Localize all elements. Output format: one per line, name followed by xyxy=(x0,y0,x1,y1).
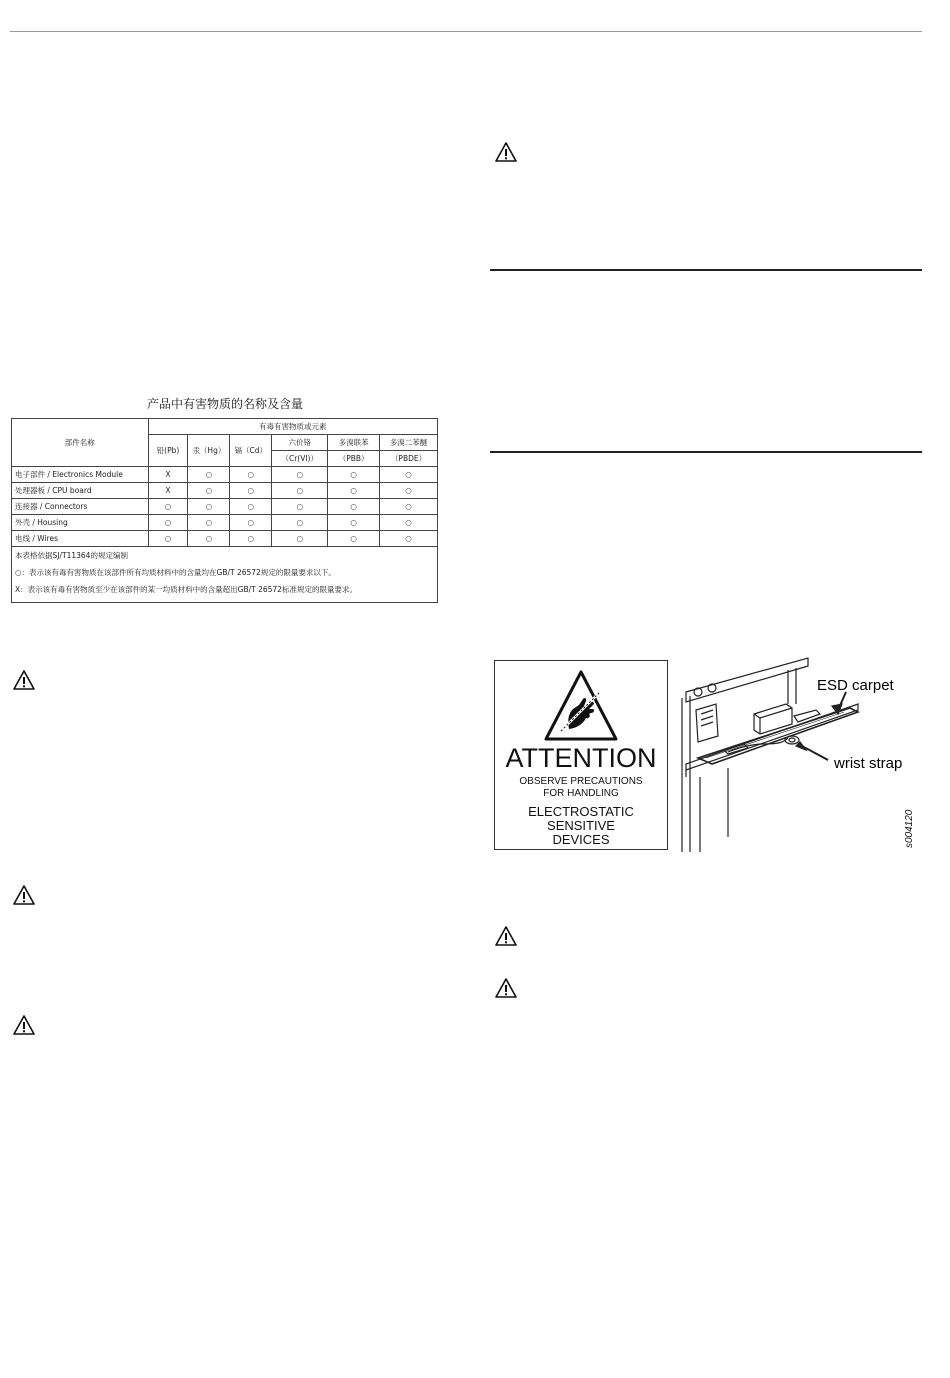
value-cell: ○ xyxy=(328,531,380,547)
esd-line: ELECTROSTATIC xyxy=(528,804,634,819)
warning-triangle-icon xyxy=(494,141,518,163)
substance-header: 汞（Hg） xyxy=(188,435,230,467)
part-name-cell: 电线 / Wires xyxy=(12,531,149,547)
esd-heading: ATTENTION xyxy=(505,743,657,773)
value-cell: ○ xyxy=(380,499,438,515)
value-cell: ○ xyxy=(230,515,272,531)
value-cell: ○ xyxy=(328,483,380,499)
table-row xyxy=(12,515,438,531)
value-cell: X xyxy=(148,467,188,483)
value-cell: ○ xyxy=(188,483,230,499)
warning-triangle-icon xyxy=(12,669,36,691)
warning-triangle-icon xyxy=(12,1014,36,1036)
part-name-cell: 电子部件 / Electronics Module xyxy=(12,467,149,483)
part-header: 部件名称 xyxy=(12,419,149,467)
esd-line: SENSITIVE xyxy=(547,818,615,833)
table-row xyxy=(12,467,438,483)
part-name-cell: 外壳 / Housing xyxy=(12,515,149,531)
substance-header: 多溴二苯醚 xyxy=(380,435,438,451)
table-row xyxy=(12,483,438,499)
part-name-cell: 连接器 / Connectors xyxy=(12,499,149,515)
value-cell: ○ xyxy=(272,467,328,483)
figure-id: s004120 xyxy=(904,809,915,848)
esd-carpet-label: ESD carpet xyxy=(817,677,894,694)
value-cell: ○ xyxy=(328,515,380,531)
value-cell: ○ xyxy=(188,515,230,531)
value-cell: ○ xyxy=(188,499,230,515)
table-title: 产品中有害物质的名称及含量 xyxy=(146,397,303,411)
table-note: ○：表示该有毒有害物质在该部件所有均质材料中的含量均在GB/T 26572规定的限量要求以下。 xyxy=(12,564,438,581)
table-note: 本表格依据SJ/T11364的规定编制 xyxy=(12,547,438,565)
value-cell: ○ xyxy=(272,499,328,515)
value-cell: ○ xyxy=(188,467,230,483)
value-cell: ○ xyxy=(272,515,328,531)
substance-header: 铅(Pb) xyxy=(148,435,188,467)
substance-header-sub: （Cr(VI)） xyxy=(272,451,328,467)
warning-triangle-icon xyxy=(12,884,36,906)
esd-line: DEVICES xyxy=(552,832,610,847)
substance-header-sub: （PBB） xyxy=(328,451,380,467)
substance-header: 多溴联苯 xyxy=(328,435,380,451)
warning-triangle-icon xyxy=(494,925,518,947)
value-cell: ○ xyxy=(380,515,438,531)
header-rule xyxy=(10,31,922,32)
value-cell: ○ xyxy=(380,467,438,483)
value-cell: ○ xyxy=(148,515,188,531)
value-cell: ○ xyxy=(328,467,380,483)
table-row xyxy=(12,499,438,515)
hazardous-substances-table xyxy=(11,418,438,603)
value-cell: ○ xyxy=(148,499,188,515)
value-cell: ○ xyxy=(328,499,380,515)
section-rule xyxy=(490,451,922,453)
wrist-strap-label: wrist strap xyxy=(834,755,903,772)
value-cell: ○ xyxy=(148,531,188,547)
part-name-cell: 处理器板 / CPU board xyxy=(12,483,149,499)
warning-triangle-icon xyxy=(494,977,518,999)
group-header: 有毒有害物质或元素 xyxy=(148,419,437,435)
value-cell: ○ xyxy=(230,467,272,483)
esd-line: FOR HANDLING xyxy=(543,788,619,799)
value-cell: ○ xyxy=(230,483,272,499)
table-note: X：表示该有毒有害物质至少在该部件的某一均质材料中的含量超出GB/T 26572标准规定的限量要求。 xyxy=(12,581,438,603)
substance-header: 镉（Cd） xyxy=(230,435,272,467)
value-cell: ○ xyxy=(272,531,328,547)
esd-hand-symbol-icon xyxy=(543,669,619,743)
esd-attention-sign xyxy=(494,660,668,850)
value-cell: ○ xyxy=(230,499,272,515)
value-cell: ○ xyxy=(230,531,272,547)
substance-header: 六价铬 xyxy=(272,435,328,451)
substance-header-sub: （PBDE） xyxy=(380,451,438,467)
section-rule xyxy=(490,269,922,271)
esd-line: OBSERVE PRECAUTIONS xyxy=(519,776,643,787)
value-cell: ○ xyxy=(380,483,438,499)
value-cell: ○ xyxy=(188,531,230,547)
value-cell: ○ xyxy=(380,531,438,547)
value-cell: X xyxy=(148,483,188,499)
value-cell: ○ xyxy=(272,483,328,499)
table-row xyxy=(12,531,438,547)
